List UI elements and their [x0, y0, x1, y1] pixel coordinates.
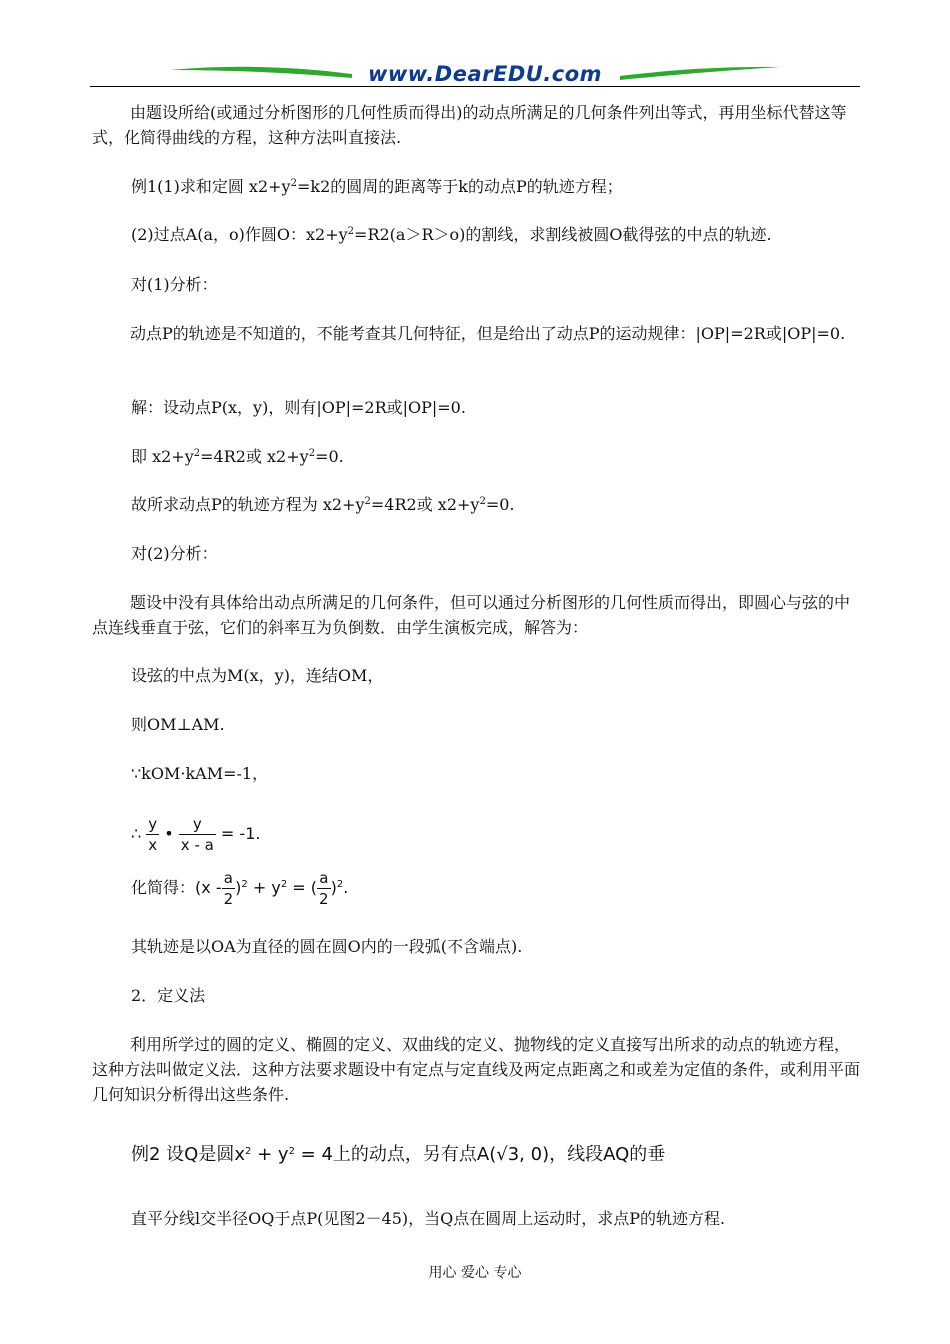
- definition-method-paragraph: 利用所学过的圆的定义、椭圆的定义、双曲线的定义、抛物线的定义直接写出所求的动点的轨迹方程，这种方法叫做定义法．这种方法要求题设中有定点与定直线及两定点距离之和或差为定值的条件，或利用平面几何知识分析得出这些条件.: [92, 1035, 861, 1104]
- example-1-part-1: 例1(1)求和定圆 $x2+y^2=k2$的圆周的距离等于k的动点P的轨迹方程；: [131, 177, 623, 196]
- simplified-equation: 化简得：(x - $\frac{a}{2}$ )$^2 + y^2$ = ( $\frac{a}{2}$ )$^2$.: [131, 869, 349, 908]
- fraction-equation: ∴ $\frac{y}{x}$ • $\frac{y}{x - a}$ = -1.: [131, 815, 261, 854]
- step-midpoint: 设弦的中点为M(x，y)，连结OM，: [131, 666, 384, 685]
- fraction-a-over-2: $\frac{a}{2}$: [223, 869, 234, 908]
- analysis-2-title: 对(2)分析：: [131, 544, 218, 563]
- header-rule: [90, 86, 860, 87]
- equation-2: 故所求动点P的轨迹方程为 $x2+y^2=4R2$或 $x2+y^2=0$.: [131, 495, 515, 514]
- example-1-part-2: (2)过点A(a，o)作圆O：$x2+y^2=R2(a>R>o)$的割线，求割线被圆O截得弦的中点的轨迹.: [131, 225, 772, 244]
- fraction-y-over-x-minus-a: $\frac{y}{x - a}$: [180, 815, 214, 854]
- page-header: [90, 58, 860, 90]
- fraction-y-over-x: $\frac{y}{x}$: [148, 815, 158, 854]
- locus-conclusion: 其轨迹是以OA为直径的圆在圆O内的一段弧(不含端点).: [131, 937, 523, 956]
- analysis-2-text: 题设中没有具体给出动点所满足的几何条件，但可以通过分析图形的几何性质而得出，即圆心与弦的中点连线垂直于弦，它们的斜率互为负倒数．由学生演板完成，解答为：: [92, 593, 851, 637]
- fraction-a-over-2-right: $\frac{a}{2}$: [319, 869, 329, 908]
- equation-1: 即 $x2+y^2=4R2$或 $x2+y^2=0$.: [131, 447, 344, 466]
- example-2: 例2 设Q是圆$x^2 + y^2 = 4$上的动点，另有点A(√3, 0)，线段AQ的垂: [131, 1144, 666, 1165]
- example-2-continued: 直平分线l交半径OQ于点P(见图2－45)，当Q点在圆周上运动时，求点P的轨迹方程.: [131, 1209, 726, 1228]
- analysis-1-title: 对(1)分析：: [131, 275, 218, 294]
- intro-paragraph: 由题设所给(或通过分析图形的几何性质而得出)的动点所满足的几何条件列出等式，再用坐标代替这等式，化简得曲线的方程，这种方法叫直接法.: [92, 103, 847, 147]
- page-footer: 用心 爱心 专心: [428, 1265, 522, 1281]
- site-logo[interactable]: www.DearEDU.com: [367, 62, 603, 86]
- section-2-heading: 2．定义法: [131, 986, 206, 1005]
- step-slope-product: ∵kOM·kAM=-1，: [131, 764, 269, 783]
- solution-1: 解：设动点P(x，y)，则有|OP|=2R或|OP|=0.: [131, 398, 466, 417]
- step-perpendicular: 则OM⊥AM.: [131, 715, 225, 734]
- analysis-1-text: 动点P的轨迹是不知道的，不能考查其几何特征，但是给出了动点P的运动规律：|OP|=2R或|OP|=0.: [130, 324, 846, 343]
